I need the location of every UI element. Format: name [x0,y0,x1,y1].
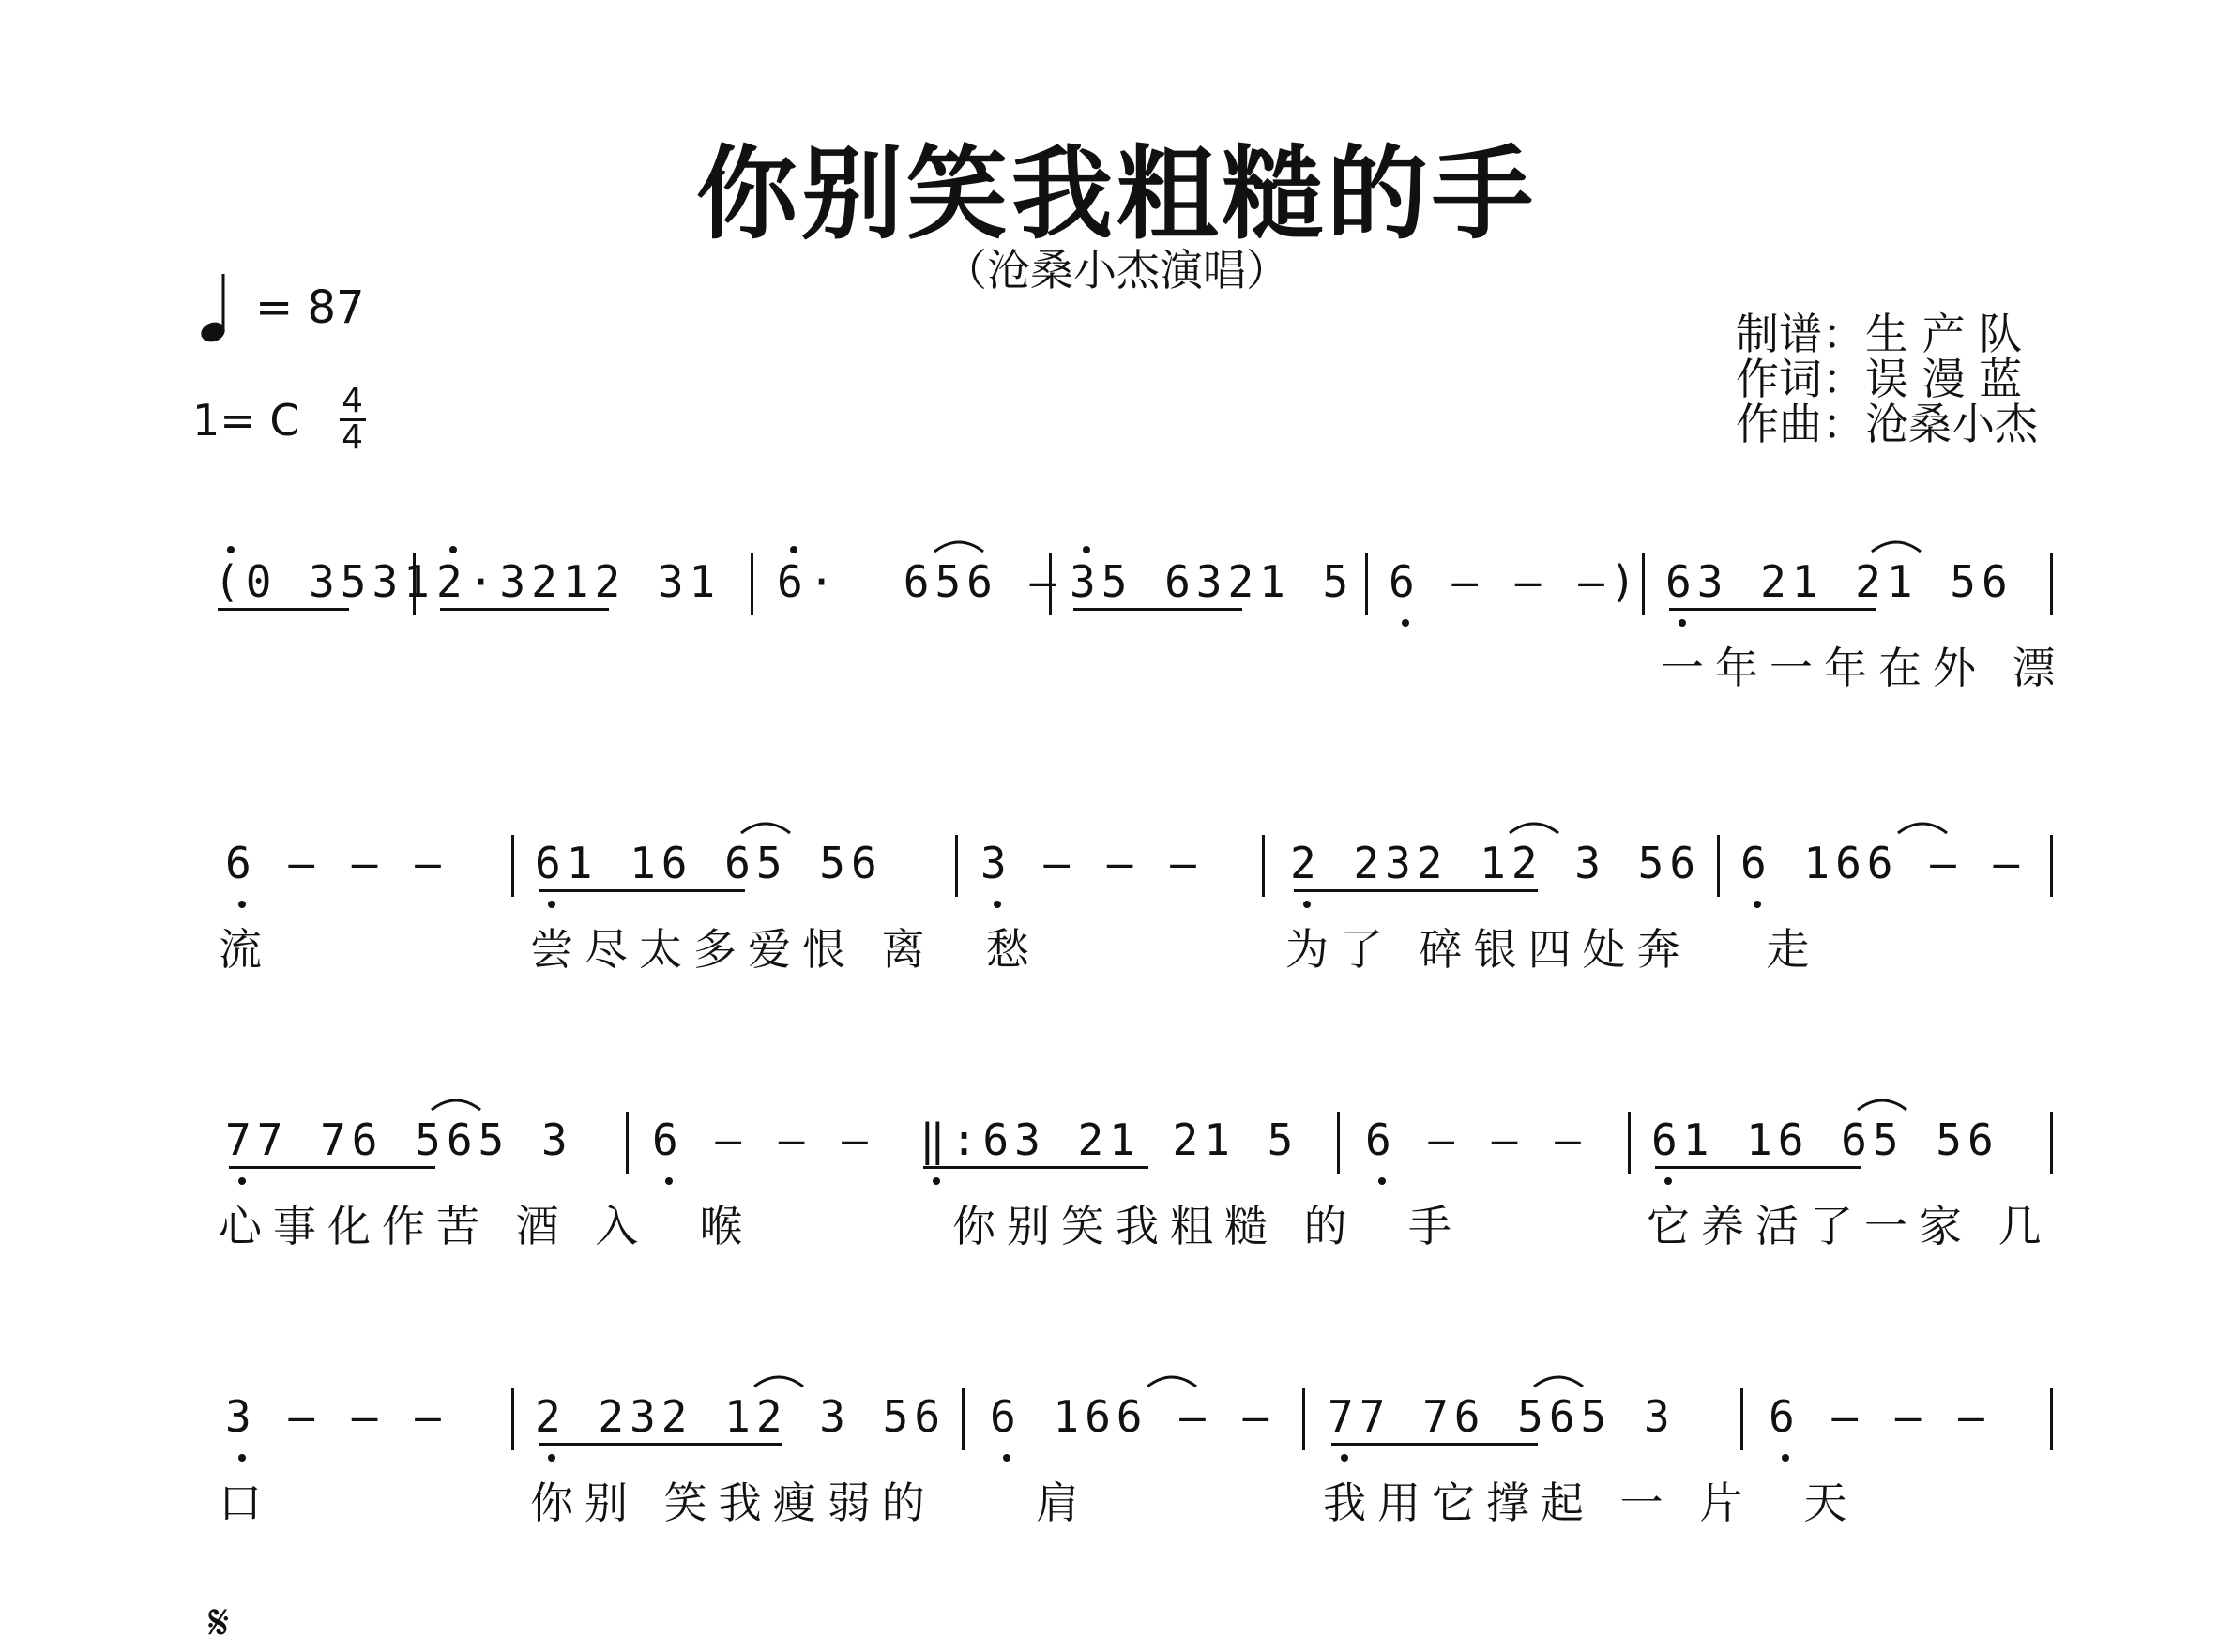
lyric-text: 你别笑我粗糙 的 手 [952,1201,1463,1251]
measure-notes: 61 16 65 56 [535,838,883,888]
credits-block [1736,311,2038,447]
barline [626,1112,629,1174]
beam-underline [1655,1166,1861,1169]
beam-underline [1331,1443,1538,1446]
segno-sign: 𝄋 [208,1595,230,1651]
slur-arc [751,1368,807,1390]
barline [2050,1388,2053,1450]
lyric-text: 心事化作苦 酒 入 喉 [219,1201,754,1251]
barline [511,835,514,897]
lyric-text: 为了 碎银四处奔 走 [1285,924,1821,975]
tempo-value: = 87 [255,281,365,334]
octave-dot [548,1454,555,1462]
time-signature-bottom: 4 [342,418,364,457]
octave-dot [1402,619,1409,627]
barline [511,1388,514,1450]
octave-dot [1378,1177,1386,1185]
octave-dot [449,546,457,553]
barline [1642,553,1645,615]
measure-notes: 61 16 65 56 [1651,1114,1999,1165]
measure-notes: 2 232 12 3 56 [1290,838,1702,888]
measure-notes: 3 – – – [225,1391,447,1442]
lyric-text: 尝尽太多爱恨 离 愁 [530,924,1041,975]
beam-underline [923,1166,1148,1169]
measure-notes: 6 – – – [652,1114,873,1165]
barline [1262,835,1265,897]
song-subtitle: （沧桑小杰演唱） [944,245,1289,296]
barline [1365,553,1368,615]
measure-notes: 77 76 565 3 [1328,1391,1676,1442]
measure-notes: 63 21 21 56 [1665,556,2013,607]
octave-dot [665,1177,673,1185]
lyric-text: 口 [219,1478,273,1528]
barline [1049,553,1052,615]
measure-notes: 77 76 565 3 [225,1114,573,1165]
credit-transcriber: 制谱：生 产 队 [1736,309,2023,359]
song-title: 你别笑我粗糙的手 [695,136,1537,253]
beam-underline [218,608,349,611]
octave-dot [1303,901,1311,908]
measure-notes: 2·3212 31 [436,556,722,607]
barline [1740,1388,1743,1450]
octave-dot [238,1177,246,1185]
slur-arc [931,533,987,555]
octave-dot [238,1454,246,1462]
tempo-marking [197,270,365,345]
slur-arc [737,814,794,837]
measure-notes: 6 – – – [1365,1114,1587,1165]
barline [1337,1112,1340,1174]
time-signature-top: 4 [342,382,364,420]
beam-underline [1669,608,1876,611]
octave-dot [227,546,235,553]
time-signature [340,382,366,457]
measure-notes: 6 166 – – [1740,838,2026,888]
octave-dot [933,1177,940,1185]
beam-underline [229,1166,435,1169]
slur-arc [1854,1091,1910,1114]
octave-dot [1664,1177,1672,1185]
beam-underline [1294,889,1538,892]
measure-notes: 6 – – – [1769,1391,1990,1442]
measure-notes: 35 6321 5 [1070,556,1355,607]
barline [1302,1388,1305,1450]
measure-notes: 6· 656 – [777,556,1062,607]
barline [1717,835,1720,897]
slur-arc [1144,1368,1200,1390]
barline [2050,835,2053,897]
measure-notes: 3 – – – [980,838,1202,888]
octave-dot [1679,619,1686,627]
lyric-text: 一年一年在外 漂 [1661,643,2067,693]
measure-notes: 2 232 12 3 56 [535,1391,947,1442]
octave-dot [1003,1454,1010,1462]
beam-underline [1073,608,1242,611]
octave-dot [1341,1454,1348,1462]
lyric-text: 它养活了一家 几 [1647,1201,2053,1251]
barline [2050,1112,2053,1174]
beam-underline [539,1443,782,1446]
octave-dot [238,901,246,908]
octave-dot [790,546,798,553]
octave-dot [548,901,555,908]
lyric-text: 你别 笑我瘦弱的 肩 [530,1478,1091,1528]
slur-arc [1530,1368,1587,1390]
measure-notes: ‖:63 21 21 5 [919,1114,1299,1165]
notation-row [0,835,2233,947]
octave-dot [1083,546,1090,553]
barline [751,553,753,615]
octave-dot [1782,1454,1789,1462]
barline [1628,1112,1631,1174]
measure-notes: 6 – – –) [1389,556,1642,607]
slur-arc [1894,814,1951,837]
credit-lyricist: 作词：误 漫 蓝 [1736,354,2023,404]
key-signature [192,382,366,457]
lyric-text: 我用它撑起 一 片 天 [1323,1478,1859,1528]
notation-row [0,1388,2233,1501]
barline [2050,553,2053,615]
measure-notes: 6 – – – [225,838,447,888]
octave-dot [1754,901,1761,908]
credit-composer: 作曲：沧桑小杰 [1736,399,2038,449]
quarter-note-icon [197,270,229,345]
barline [413,553,416,615]
slur-arc [428,1091,484,1114]
barline [955,835,958,897]
lyric-text: 流 [219,924,273,975]
slur-arc [1868,533,1924,555]
beam-underline [539,889,745,892]
key-label: 1= C [192,394,300,446]
barline [962,1388,965,1450]
beam-underline [440,608,609,611]
octave-dot [994,901,1001,908]
measure-notes: (0 3531 [214,556,435,607]
measure-notes: 6 166 – – [990,1391,1275,1442]
slur-arc [1506,814,1562,837]
